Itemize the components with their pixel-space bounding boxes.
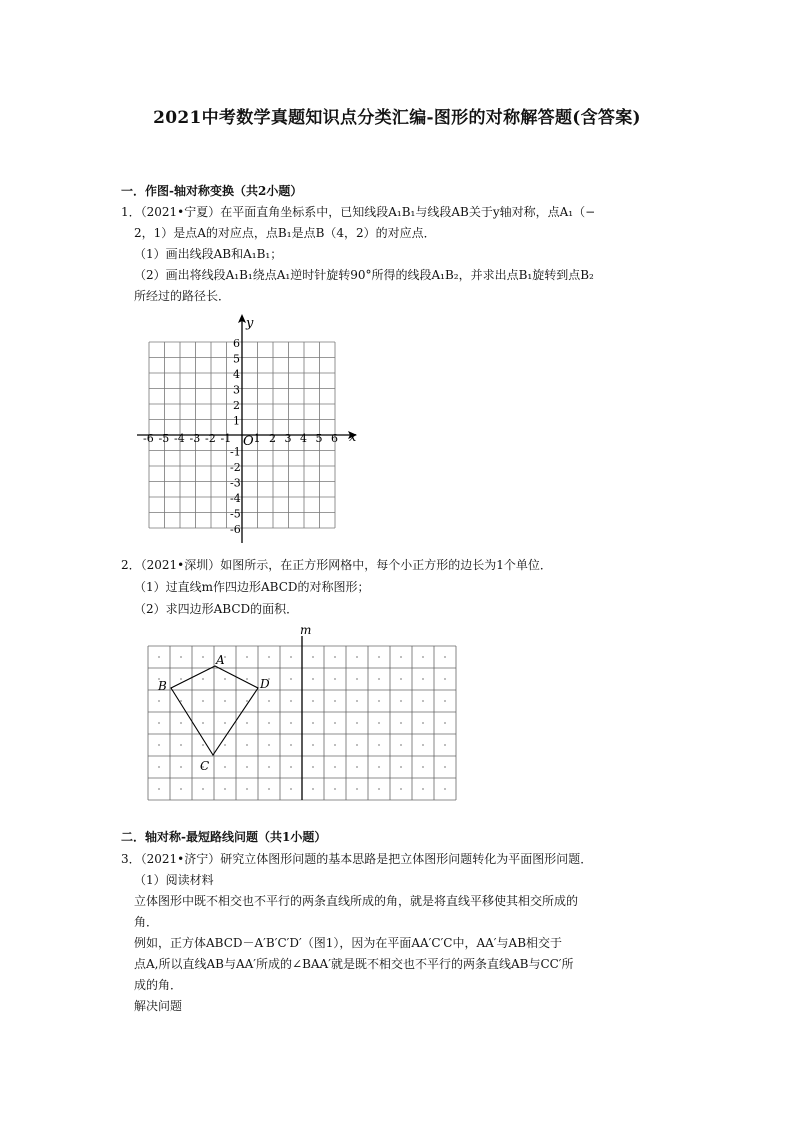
grid-dot — [180, 766, 182, 768]
grid-dot — [202, 788, 204, 790]
y-tick-labels — [230, 337, 241, 536]
x-tick-labels — [143, 432, 338, 445]
grid-dot — [444, 766, 446, 768]
grid-dot — [158, 700, 160, 702]
grid-dot — [180, 700, 182, 702]
point-b-label: B — [158, 679, 167, 693]
x-tick-label: 3 — [284, 432, 292, 445]
grid-dot — [290, 656, 292, 658]
x-tick-label: 5 — [315, 432, 323, 445]
grid-dot — [334, 744, 336, 746]
y-tick-label: -6 — [230, 523, 241, 536]
grid-dot — [312, 744, 314, 746]
square-grid-figure — [140, 622, 470, 804]
grid-dot — [180, 656, 182, 658]
q1-line-1: 1．（2021•宁夏）在平面直角坐标系中，已知线段A₁B₁与线段AB关于y轴对称，点A₁（− — [121, 205, 596, 219]
grid-dot — [312, 766, 314, 768]
point-a-label: A — [216, 653, 225, 667]
grid-dot — [268, 722, 270, 724]
grid-dot — [224, 766, 226, 768]
section-1-heading: 一．作图-轴对称变换（共2小题） — [121, 184, 303, 198]
grid-dot — [290, 788, 292, 790]
grid-dot — [422, 744, 424, 746]
grid-dot — [400, 744, 402, 746]
grid-dot — [158, 766, 160, 768]
grid-dot — [356, 722, 358, 724]
grid-dot — [444, 722, 446, 724]
q3-line-7: 成的角． — [134, 978, 183, 992]
grid-dot — [400, 656, 402, 658]
q1-line-3: （1）画出线段AB和A₁B₁； — [134, 247, 283, 261]
grid-dot — [400, 722, 402, 724]
x-tick-label: -1 — [220, 432, 232, 445]
grid-dot — [378, 744, 380, 746]
y-tick-label: -5 — [230, 507, 241, 521]
grid-dot — [246, 744, 248, 746]
grid-dot — [312, 700, 314, 702]
q1-line-4: （2）画出将线段A₁B₁绕点A₁逆时针旋转90°所得的线段A₁B₂，并求出点B₁旋转到点B₂ — [134, 268, 594, 282]
grid-dot — [180, 744, 182, 746]
grid-dot — [180, 722, 182, 724]
grid-dot — [268, 788, 270, 790]
grid-dot — [312, 678, 314, 680]
grid-dot — [356, 700, 358, 702]
grid-dot — [268, 766, 270, 768]
grid-dot — [158, 788, 160, 790]
grid-dot — [334, 700, 336, 702]
x-axis-label: x — [349, 430, 357, 445]
q1-line-2: 2，1）是点A的对应点，点B₁是点B（4，2）的对应点． — [134, 226, 436, 240]
grid-dot — [334, 766, 336, 768]
grid-dot — [224, 722, 226, 724]
grid-dot — [246, 766, 248, 768]
x-tick-label: -3 — [189, 432, 201, 445]
grid-dot — [290, 766, 292, 768]
x-tick-label: -2 — [205, 432, 216, 445]
grid-dot — [290, 744, 292, 746]
y-tick-label: 3 — [233, 383, 240, 397]
grid-dot — [422, 700, 424, 702]
grid-dot — [268, 700, 270, 702]
grid-dot — [158, 656, 160, 658]
line-m-label: m — [300, 623, 312, 637]
grid-dot — [224, 700, 226, 702]
grid-dot — [356, 766, 358, 768]
grid-dot — [290, 700, 292, 702]
y-tick-label: 1 — [233, 414, 240, 428]
y-tick-label: 5 — [233, 352, 240, 366]
grid-dot — [268, 656, 270, 658]
grid-dot — [334, 788, 336, 790]
grid-dot — [356, 678, 358, 680]
grid-dot — [378, 678, 380, 680]
x-tick-label: 4 — [300, 432, 307, 445]
x-tick-label: 6 — [331, 432, 338, 445]
grid-dot — [400, 700, 402, 702]
grid-dot — [422, 788, 424, 790]
grid-dot — [224, 678, 226, 680]
q3-line-5: 例如，正方体ABCD－A′B′C′D′（图1），因为在平面AA′C′C中，AA′与AB相交于 — [134, 936, 563, 950]
grid-dot — [378, 656, 380, 658]
grid-dot — [334, 656, 336, 658]
grid-dot — [224, 788, 226, 790]
grid-dot — [180, 678, 182, 680]
section-2-heading: 二．轴对称-最短路线问题（共1小题） — [121, 830, 327, 844]
grid-dot — [378, 722, 380, 724]
grid-dot — [356, 788, 358, 790]
grid-dot — [158, 744, 160, 746]
q3-line-3: 立体图形中既不相交也不平行的两条直线所成的角，就是将直线平移使其相交所成的 — [134, 894, 579, 908]
point-c-label: C — [200, 759, 210, 773]
grid-dot — [224, 744, 226, 746]
grid-dot — [202, 722, 204, 724]
q3-line-1: 3．（2021•济宁）研究立体图形问题的基本思路是把立体图形问题转化为平面图形问题． — [121, 852, 593, 866]
x-tick-label: -6 — [143, 432, 154, 445]
y-axis-label: y — [246, 316, 254, 331]
grid-dot — [290, 678, 292, 680]
q3-line-2: （1）阅读材料 — [134, 873, 214, 887]
grid-dot — [334, 678, 336, 680]
q2-line-3: （2）求四边形ABCD的面积． — [134, 602, 299, 616]
grid-dot — [444, 656, 446, 658]
grid-dot — [422, 656, 424, 658]
q3-line-6: 点A,所以直线AB与AA′所成的∠BAA′就是既不相交也不平行的两条直线AB与CC′所 — [134, 957, 574, 971]
grid-dot — [422, 678, 424, 680]
grid-dot — [400, 766, 402, 768]
grid-dot — [202, 700, 204, 702]
y-tick-label: -2 — [230, 461, 241, 474]
grid-dot — [378, 766, 380, 768]
grid-dot — [444, 744, 446, 746]
point-d-label: D — [260, 677, 270, 691]
grid-dot — [356, 744, 358, 746]
grid-dot — [312, 788, 314, 790]
q3-line-4: 角． — [134, 915, 159, 929]
y-tick-label: 6 — [233, 337, 240, 350]
grid-dot — [202, 678, 204, 680]
x-tick-label: 1 — [253, 432, 261, 445]
grid-dot — [246, 678, 248, 680]
grid-dot — [422, 722, 424, 724]
grid-dot — [312, 722, 314, 724]
x-tick-label: -4 — [174, 432, 185, 445]
grid-dot — [444, 788, 446, 790]
grid-dot — [444, 700, 446, 702]
grid-dot — [246, 700, 248, 702]
grid-dot — [334, 722, 336, 724]
grid-dot — [356, 656, 358, 658]
grid-dot — [202, 744, 204, 746]
quadrilateral-abcd — [171, 666, 258, 755]
q2-line-1: 2．（2021•深圳）如图所示，在正方形网格中，每个小正方形的边长为1个单位． — [121, 558, 552, 572]
x-tick-label: 2 — [269, 432, 276, 445]
grid-dot — [202, 656, 204, 658]
grid-dot — [246, 788, 248, 790]
grid-dot — [378, 700, 380, 702]
grid-dot — [246, 656, 248, 658]
y-tick-label: -4 — [230, 492, 241, 505]
grid-dot — [312, 656, 314, 658]
q2-line-2: （1）过直线m作四边形ABCD的对称图形； — [134, 580, 370, 594]
q3-line-8: 解决问题 — [134, 999, 183, 1013]
grid-dot — [180, 788, 182, 790]
page-title: 2021中考数学真题知识点分类汇编-图形的对称解答题(含答案) — [153, 108, 641, 128]
grid-dot — [246, 722, 248, 724]
grid-dot — [378, 788, 380, 790]
grid-dot — [400, 788, 402, 790]
grid-dot — [268, 744, 270, 746]
y-tick-label: -1 — [230, 445, 241, 459]
grid-dot — [290, 722, 292, 724]
grid-dot — [158, 722, 160, 724]
origin-label: O — [243, 434, 254, 449]
y-tick-label: -3 — [230, 476, 241, 490]
x-tick-label: -5 — [158, 432, 170, 445]
grid-dot — [444, 678, 446, 680]
y-tick-label: 2 — [233, 399, 240, 412]
y-tick-label: 4 — [233, 368, 240, 381]
grid-dot — [400, 678, 402, 680]
grid-dot — [422, 766, 424, 768]
q1-line-5: 所经过的路径长． — [134, 289, 231, 303]
coordinate-grid-figure — [135, 310, 365, 545]
